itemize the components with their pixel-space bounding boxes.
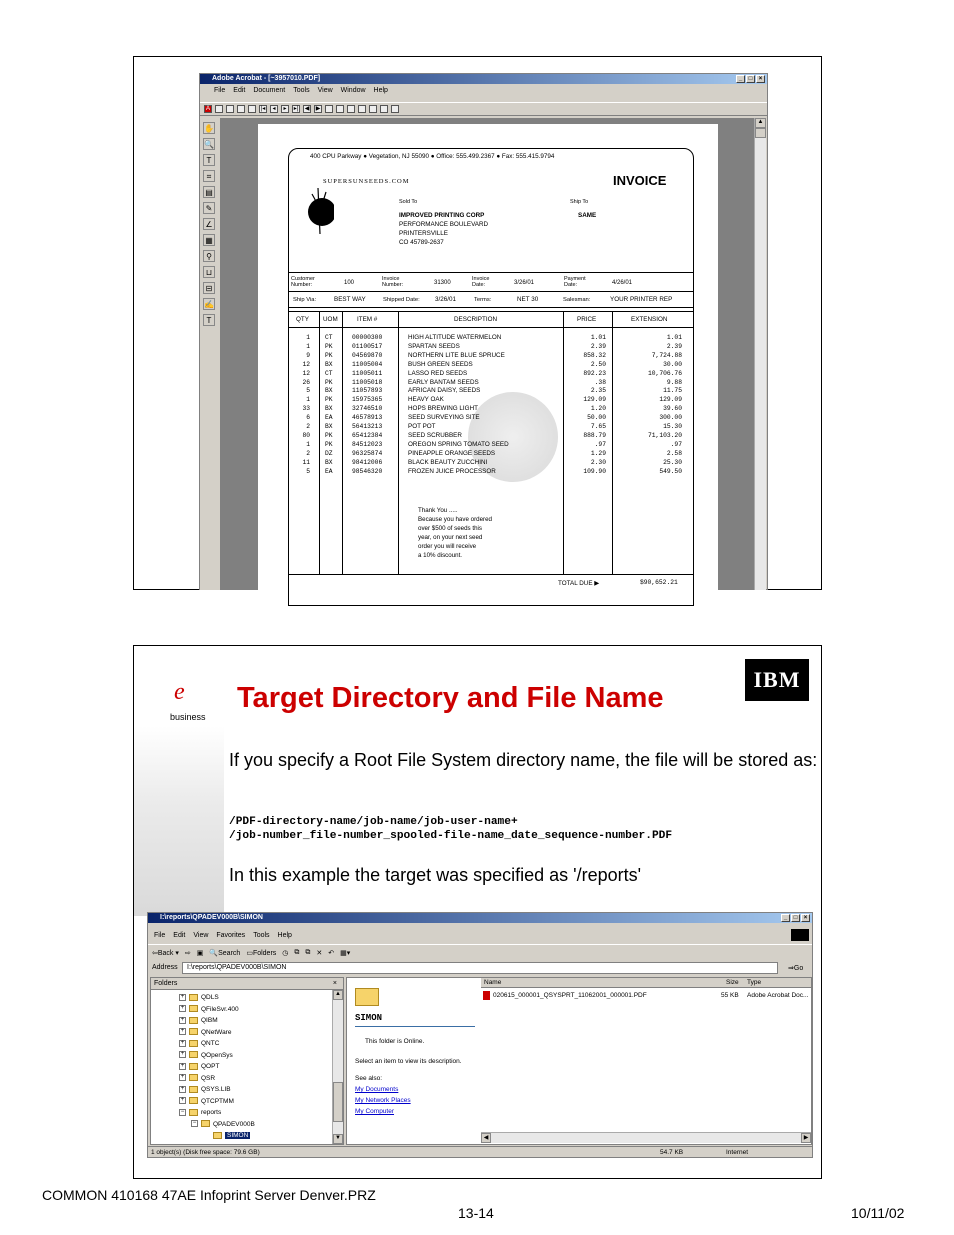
footer-left: COMMON 410168 47AE Infoprint Server Denver.PRZ (42, 1187, 376, 1203)
scroll-up-icon[interactable]: ▲ (755, 118, 766, 128)
seed-logo-icon (298, 184, 334, 240)
actual-size-icon[interactable] (325, 105, 333, 113)
form-tool-icon[interactable]: ⊔ (203, 266, 215, 278)
item-number-values: 00000300 01100517 04569870 11005004 11005011 11005018 11057893 15975365 32746510 46578913 56413213 65412384 84512023 96325874 98412006 98546320 (352, 334, 383, 475)
terms-value: NET 30 (517, 296, 539, 303)
print-icon[interactable] (226, 105, 234, 113)
search-button[interactable]: 🔍Search (209, 949, 241, 957)
footer-page-number: 13-14 (458, 1205, 494, 1221)
invoice-date-value: 3/26/01 (514, 280, 535, 286)
explorer-title: I:\reports\QPADEV000B\SIMON (160, 914, 263, 921)
tree-item[interactable]: + QSR (180, 1074, 216, 1082)
col-type[interactable]: Type (747, 979, 762, 986)
e-business-logo-icon: e (174, 679, 185, 705)
invoice-page (258, 124, 718, 590)
pencil-tool-icon[interactable]: ✎ (203, 202, 215, 214)
copy-to-icon[interactable]: ⧉ (305, 948, 311, 956)
terms-label: Terms: (474, 297, 492, 303)
touchup-tool-icon[interactable]: ⊟ (203, 282, 215, 294)
ibm-logo-text: IBM (753, 667, 801, 692)
explorer-menu-edit[interactable]: Edit (173, 932, 186, 939)
up-folder-icon[interactable]: ▣ (196, 949, 204, 957)
explorer-menu-help[interactable]: Help (277, 932, 292, 939)
sold-to-line-2: PERFORMANCE BOULEVARD (399, 221, 489, 228)
explorer-minimize-button[interactable]: _ (781, 914, 790, 922)
explorer-menu-tools[interactable]: Tools (253, 932, 270, 939)
acrobat-title-bar (200, 74, 767, 84)
path-line-2: /job-number_file-number_spooled-file-name_date_sequence-number.PDF (229, 830, 673, 842)
acrobat-tools-palette (200, 118, 220, 590)
ship-via-value: BEST WAY (334, 296, 366, 303)
file-name: 020615_000001_QSYSPRT_11062001_000001.PDF (493, 992, 647, 999)
delete-icon[interactable]: ✕ (316, 949, 323, 957)
file-list-header (481, 978, 811, 988)
status-bar (148, 1146, 812, 1158)
tree-item[interactable]: + QNetWare (180, 1028, 232, 1036)
back-label: Back (157, 949, 174, 957)
tree-item[interactable]: − reports (180, 1108, 222, 1116)
menu-document[interactable]: Document (253, 87, 286, 94)
search-label: Search (218, 949, 241, 957)
price-values: 1.01 2.39 858.32 2.50 892.23 .38 2.35 129.09 1.20 50.00 7.65 888.79 .97 1.29 2.30 109.90 (583, 334, 606, 475)
explorer-menubar (148, 930, 812, 941)
menu-help[interactable]: Help (373, 87, 388, 94)
col-price: PRICE (577, 316, 597, 323)
folders-pane-header (151, 978, 343, 990)
rotate-right-icon[interactable] (369, 105, 377, 113)
folders-pane (150, 977, 344, 1145)
go-label: Go (793, 965, 804, 972)
footer-date: 10/11/02 (851, 1205, 905, 1221)
minimize-button[interactable]: _ (736, 75, 745, 83)
rotate-left-icon[interactable] (358, 105, 366, 113)
invoice-number-value: 31300 (434, 280, 451, 286)
note-tool-icon[interactable]: ▤ (203, 186, 215, 198)
file-size: 55 KB (721, 992, 739, 999)
hand-tool-icon[interactable]: ✋ (204, 124, 214, 133)
menu-edit[interactable]: Edit (233, 87, 246, 94)
first-page-icon[interactable]: |◂ (260, 106, 266, 112)
salesman-label: Salesman: (563, 297, 591, 303)
ship-via-label: Ship Via: (293, 297, 317, 303)
find-icon[interactable] (380, 105, 388, 113)
slide-title: Target Directory and File Name (237, 682, 664, 714)
description-values: HIGH ALTITUDE WATERMELON SPARTAN SEEDS NORTHERN LITE BLUE SPRUCE BUSH GREEN SEEDS LASSO RED SEEDS EARLY BANTAM SEEDS AFRICAN DAISY, SEEDS HEAVY OAK HOPS BREWING LIGHT SEED SURVEYING SITE POT POT SEED SCRUBBER OREGON SPRING TOMATO SEED PINEAPPLE ORANGE SEEDS BLACK BEAUTY ZUCCHINI FROZEN JUICE PROCESSOR (408, 334, 509, 475)
ship-to-value: SAME (578, 212, 597, 219)
tree-item[interactable]: + QTCPTMM (180, 1097, 234, 1105)
tree-item[interactable]: + QOPT (180, 1062, 220, 1070)
payment-date-value: 4/26/01 (612, 280, 633, 286)
col-item: ITEM # (357, 316, 378, 323)
zoom-tool-icon[interactable]: 🔍 (204, 140, 214, 149)
slide-side-graphic (134, 726, 224, 916)
maximize-button[interactable]: □ (746, 75, 755, 83)
explorer-toolbar (148, 944, 812, 960)
back-button[interactable]: ⇦Back ▾ (152, 949, 179, 957)
acrobat-menubar (200, 85, 767, 96)
folder-large-icon (355, 988, 379, 1006)
scroll-thumb[interactable] (755, 128, 766, 138)
link-my-computer[interactable]: My Computer (355, 1108, 395, 1115)
menu-view[interactable]: View (317, 87, 333, 94)
address-value: I:\reports\QPADEV000B\SIMON (187, 964, 287, 971)
address-label: Address (152, 964, 178, 971)
address-bar (148, 961, 812, 975)
save-icon[interactable] (237, 105, 245, 113)
vertical-scrollbar[interactable] (754, 118, 766, 590)
go-forward-icon[interactable]: ▶ (315, 106, 321, 112)
close-button[interactable]: × (756, 75, 765, 83)
path-line-1: /PDF-directory-name/job-name/job-user-name+ (229, 816, 518, 828)
highlight-tool-icon[interactable]: ✍ (204, 300, 214, 309)
status-zone: Internet (726, 1149, 749, 1156)
extension-values: 1.01 2.39 7,724.88 30.00 10,706.76 9.88 11.75 129.09 39.60 300.00 15.30 71,103.20 .97 2.58 25.30 549.50 (647, 334, 682, 475)
table-header (288, 312, 694, 328)
address-input[interactable] (182, 962, 778, 974)
col-name[interactable]: Name (484, 979, 502, 986)
line-tool-icon[interactable]: ∠ (203, 218, 215, 230)
menu-window[interactable]: Window (340, 87, 366, 94)
sold-to-line-1: IMPROVED PRINTING CORP (399, 212, 485, 219)
link-my-network-places[interactable]: My Network Places (355, 1097, 411, 1104)
acrobat-toolbar (200, 102, 767, 116)
sold-to-line-4: CO 45789-2637 (399, 239, 444, 246)
file-row[interactable] (481, 991, 811, 1001)
go-back-icon[interactable]: ◀ (304, 106, 310, 112)
text-select-icon[interactable]: T (203, 154, 215, 166)
tree-item[interactable]: + QOpenSys (180, 1051, 233, 1059)
go-button[interactable]: ⇒Go (788, 965, 804, 972)
history-icon[interactable]: ◷ (282, 949, 289, 957)
next-page-icon[interactable]: ▸ (281, 105, 289, 113)
status-size: 54.7 KB (660, 1149, 684, 1156)
windows-logo-icon (791, 929, 809, 941)
movie-tool-icon[interactable]: ▦ (203, 234, 215, 246)
acrobat-logo-icon: A (205, 106, 210, 112)
explorer-menu-view[interactable]: View (193, 932, 209, 939)
tree-item[interactable]: + QIBM (180, 1016, 218, 1024)
online-status: This folder is Online. (365, 1038, 425, 1045)
salesman-value: YOUR PRINTER REP (610, 296, 673, 303)
content-pane (346, 977, 812, 1145)
invoice-number-label: Invoice Number: (382, 276, 404, 288)
move-to-icon[interactable]: ⧉ (294, 948, 300, 956)
undo-icon[interactable]: ↶ (328, 949, 335, 957)
explorer-window (147, 912, 813, 1158)
explorer-close-button[interactable]: × (801, 914, 810, 922)
email-icon[interactable] (248, 105, 256, 113)
total-due-value: $90,652.21 (640, 579, 678, 586)
payment-date-label: Payment Date: (564, 276, 586, 288)
web-capture-icon[interactable] (391, 105, 399, 113)
menu-tools[interactable]: Tools (293, 87, 310, 94)
ibm-logo (745, 659, 809, 701)
shipped-date-label: Shipped Date: (383, 297, 420, 303)
pdf-file-icon (483, 991, 490, 1000)
views-icon[interactable]: ▦▾ (340, 949, 351, 957)
invoice-address-line: 400 CPU Parkway ● Vegetation, NJ 55090 ● Office: 555.499.2367 ● Fax: 555.415.9794 (310, 153, 555, 160)
col-uom: UOM (323, 316, 338, 323)
example-text: In this example the target was specified as '/reports' (229, 865, 642, 885)
link-my-documents[interactable]: My Documents (355, 1086, 399, 1093)
link-tool-icon[interactable]: ⚲ (203, 250, 215, 262)
slide-intro-text: If you specify a Root File System directory name, the file will be stored as: (229, 750, 818, 770)
tree-item[interactable]: + QSYS.LIB (180, 1085, 231, 1093)
acrobat-title: Adobe Acrobat - [~3957010.PDF] (212, 75, 321, 82)
qty-values: 1 1 9 12 12 26 5 1 33 6 2 80 1 2 11 5 (302, 334, 310, 475)
ship-to-label: Ship To (570, 199, 589, 205)
folders-scrollbar[interactable]: ▲ ▼ (332, 990, 343, 1144)
explorer-menu-favorites[interactable]: Favorites (216, 932, 246, 939)
shipping-row (288, 292, 694, 308)
customer-number-value: 100 (344, 280, 355, 286)
explorer-title-bar (148, 913, 812, 923)
folder-title: SIMON (355, 1013, 383, 1023)
invoice-heading: INVOICE (613, 173, 667, 188)
ebusiness-label: business (170, 712, 206, 722)
horizontal-scrollbar[interactable]: ◀ ▶ (481, 1132, 811, 1143)
folders-pane-close-icon[interactable]: × (332, 980, 337, 987)
total-due-label: TOTAL DUE ▶ (558, 580, 600, 587)
forward-icon[interactable]: ⇨ (184, 949, 191, 957)
folders-pane-title: Folders (154, 980, 178, 987)
thank-you-note: Thank You ..... Because you have ordered over $500 of seeds this year, on your next seed order you will receive a 10% discount. (418, 507, 492, 559)
folders-button[interactable]: ▭Folders (246, 949, 277, 957)
folders-label: Folders (252, 949, 277, 957)
tree-item[interactable]: + QNTC (180, 1039, 220, 1047)
tree-item[interactable]: + QDLS (180, 993, 219, 1001)
tree-item[interactable]: + QFileSvr.400 (180, 1005, 239, 1013)
invoice-date-label: Invoice Date: (472, 276, 490, 288)
status-objects: 1 object(s) (Disk free space: 79.6 GB) (151, 1149, 260, 1156)
folder-tree (151, 990, 343, 1142)
tree-item-selected[interactable]: SIMON (179, 1130, 343, 1142)
fit-width-icon[interactable] (347, 105, 355, 113)
line-items-table (288, 311, 694, 574)
uom-values: CT PK PK BX CT PK BX PK BX EA BX PK PK DZ BX EA (325, 334, 333, 475)
file-type: Adobe Acrobat Doc... (747, 992, 809, 999)
see-also-label: See also: (355, 1075, 383, 1082)
col-extension: EXTENSION (631, 316, 668, 323)
last-page-icon[interactable]: ▸| (293, 106, 299, 112)
prev-page-icon[interactable]: ◂ (270, 105, 278, 113)
explorer-menu-file[interactable]: File (154, 932, 166, 939)
company-logo-text: SUPERSUNSEEDS.COM (323, 178, 410, 185)
sold-to-label: Sold To (399, 199, 418, 205)
fit-page-icon[interactable] (336, 105, 344, 113)
invoice-info-row (288, 272, 694, 292)
shipped-date-value: 3/26/01 (435, 296, 457, 303)
customer-number-label: Customer Number: (291, 276, 315, 288)
sold-to-line-3: PRINTERSVILLE (399, 230, 448, 237)
col-description: DESCRIPTION (454, 316, 498, 323)
tree-item[interactable]: − QPADEV000B (192, 1120, 255, 1128)
col-size[interactable]: Size (726, 979, 739, 986)
menu-file[interactable]: File (214, 87, 226, 94)
crop-tool-icon[interactable]: ⌗ (203, 170, 215, 182)
total-row (288, 574, 694, 590)
open-icon[interactable] (215, 105, 223, 113)
explorer-maximize-button[interactable]: □ (791, 914, 800, 922)
touchup-text-icon[interactable]: T (203, 314, 215, 326)
select-item-text: Select an item to view its description. (355, 1058, 462, 1065)
col-qty: QTY (296, 316, 309, 323)
